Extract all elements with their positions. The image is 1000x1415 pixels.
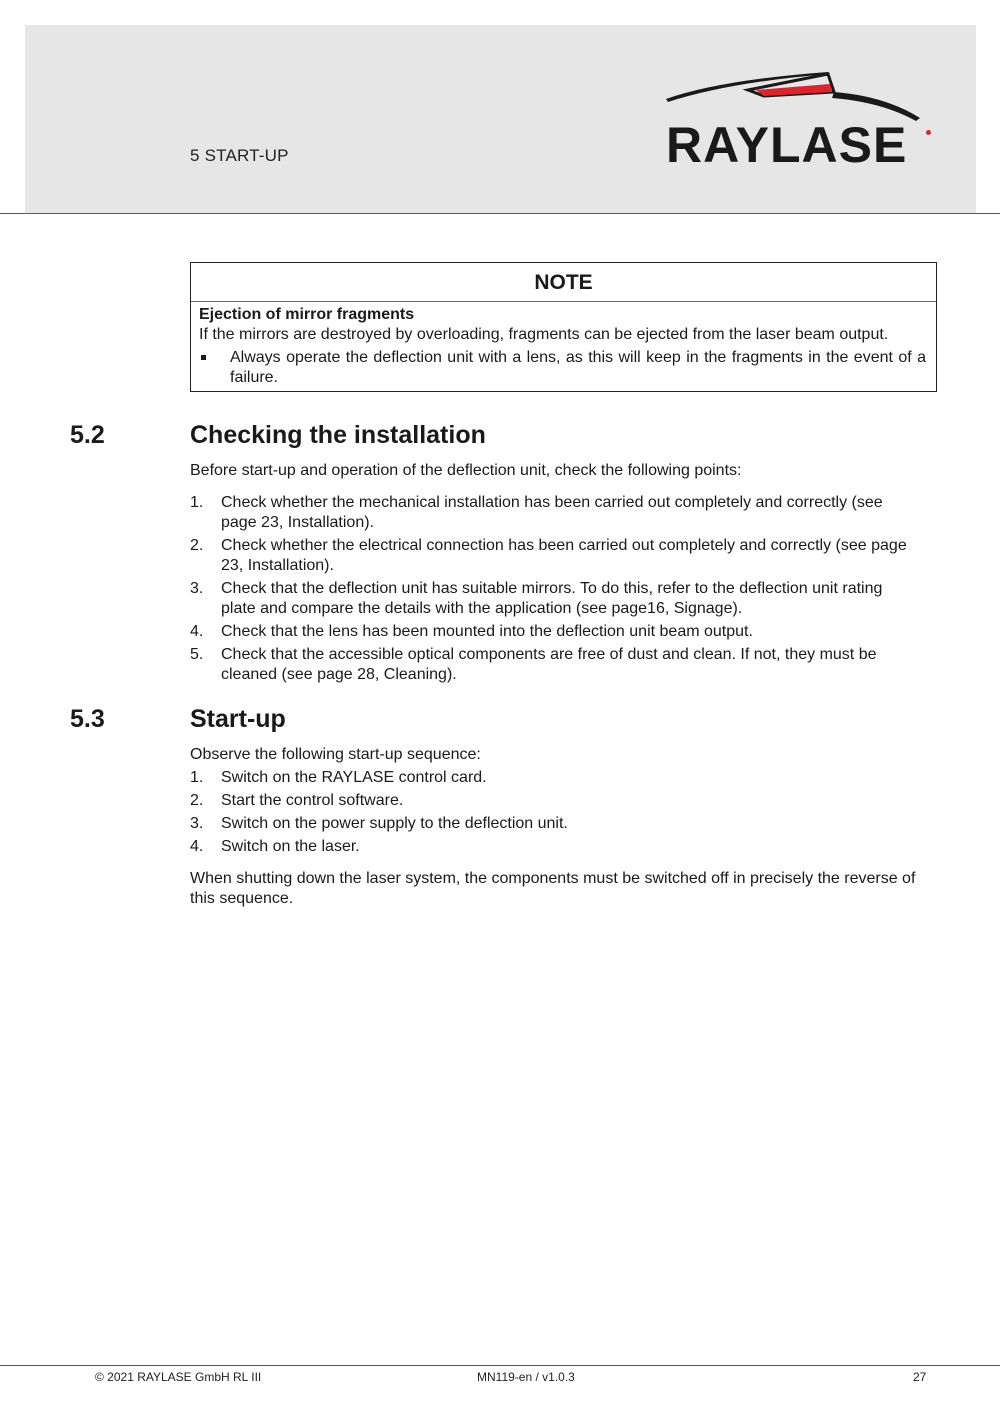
list-item-number: 1. <box>190 769 204 786</box>
note-body <box>191 302 936 388</box>
note-title: NOTE <box>191 263 936 302</box>
section-intro: Observe the following start-up sequence: <box>190 746 481 763</box>
list-item-text: Check that the accessible optical components are free of dust and clean. If not, they must be cleaned (see page 28, Cleaning). <box>221 646 877 683</box>
note-box <box>190 262 937 392</box>
checklist <box>190 493 920 688</box>
list-item <box>190 837 920 857</box>
list-item <box>190 645 920 685</box>
list-item <box>190 622 920 642</box>
list-item-number: 4. <box>190 623 204 640</box>
list-item <box>190 579 920 619</box>
list-item-number: 3. <box>190 815 204 832</box>
list-item <box>190 814 920 834</box>
list-item-text: Check whether the mechanical installation has been carried out completely and correctly (see page 23, Installation). <box>221 494 883 531</box>
raylase-logo <box>660 66 940 178</box>
section-number: 5.3 <box>70 705 105 733</box>
list-item-text: Start the control software. <box>221 792 404 809</box>
list-item-number: 2. <box>190 792 204 809</box>
list-item-number: 1. <box>190 494 204 511</box>
footer-page-number: 27 <box>913 1370 927 1384</box>
list-item-number: 5. <box>190 646 204 663</box>
closing-paragraph: When shutting down the laser system, the components must be switched off in precisely the reverse of this sequence. <box>190 870 916 907</box>
section-title: Start-up <box>190 705 286 733</box>
list-item-number: 3. <box>190 580 204 597</box>
note-bullet <box>199 348 926 388</box>
logo-wordmark: RAYLASE <box>666 117 908 173</box>
list-item-text: Switch on the laser. <box>221 838 360 855</box>
startup-sequence <box>190 768 920 860</box>
footer-copyright: © 2021 RAYLASE GmbH RL III <box>95 1370 262 1384</box>
chapter-label: 5 START-UP <box>190 146 289 165</box>
list-item-text: Switch on the RAYLASE control card. <box>221 769 487 786</box>
list-item-text: Check that the lens has been mounted into the deflection unit beam output. <box>221 623 753 640</box>
list-item-number: 2. <box>190 537 204 554</box>
section-number: 5.2 <box>70 421 105 449</box>
list-item-text: Check that the deflection unit has suitable mirrors. To do this, refer to the deflection unit rating plate and compare the details with the application (see page16, Signage). <box>221 580 883 617</box>
note-bullet-text: Always operate the deflection unit with a lens, as this will keep in the fragments in the event of a failure. <box>230 349 926 386</box>
list-item <box>190 768 920 788</box>
list-item <box>190 536 920 576</box>
note-text: If the mirrors are destroyed by overloading, fragments can be ejected from the laser beam output. <box>199 326 889 343</box>
logo-dot <box>926 130 931 135</box>
footer-doc-id: MN119-en / v1.0.3 <box>477 1370 575 1384</box>
section-intro: Before start-up and operation of the deflection unit, check the following points: <box>190 462 742 479</box>
note-heading: Ejection of mirror fragments <box>199 306 415 323</box>
footer-divider <box>0 1365 1000 1366</box>
header-divider <box>0 213 1000 214</box>
list-item-number: 4. <box>190 838 204 855</box>
section-title: Checking the installation <box>190 421 486 449</box>
list-item-text: Check whether the electrical connection has been carried out completely and correctly (see page 23, Installation). <box>221 537 907 574</box>
list-item <box>190 791 920 811</box>
list-item <box>190 493 920 533</box>
list-item-text: Switch on the power supply to the deflection unit. <box>221 815 568 832</box>
bullet-square-icon <box>201 355 206 360</box>
